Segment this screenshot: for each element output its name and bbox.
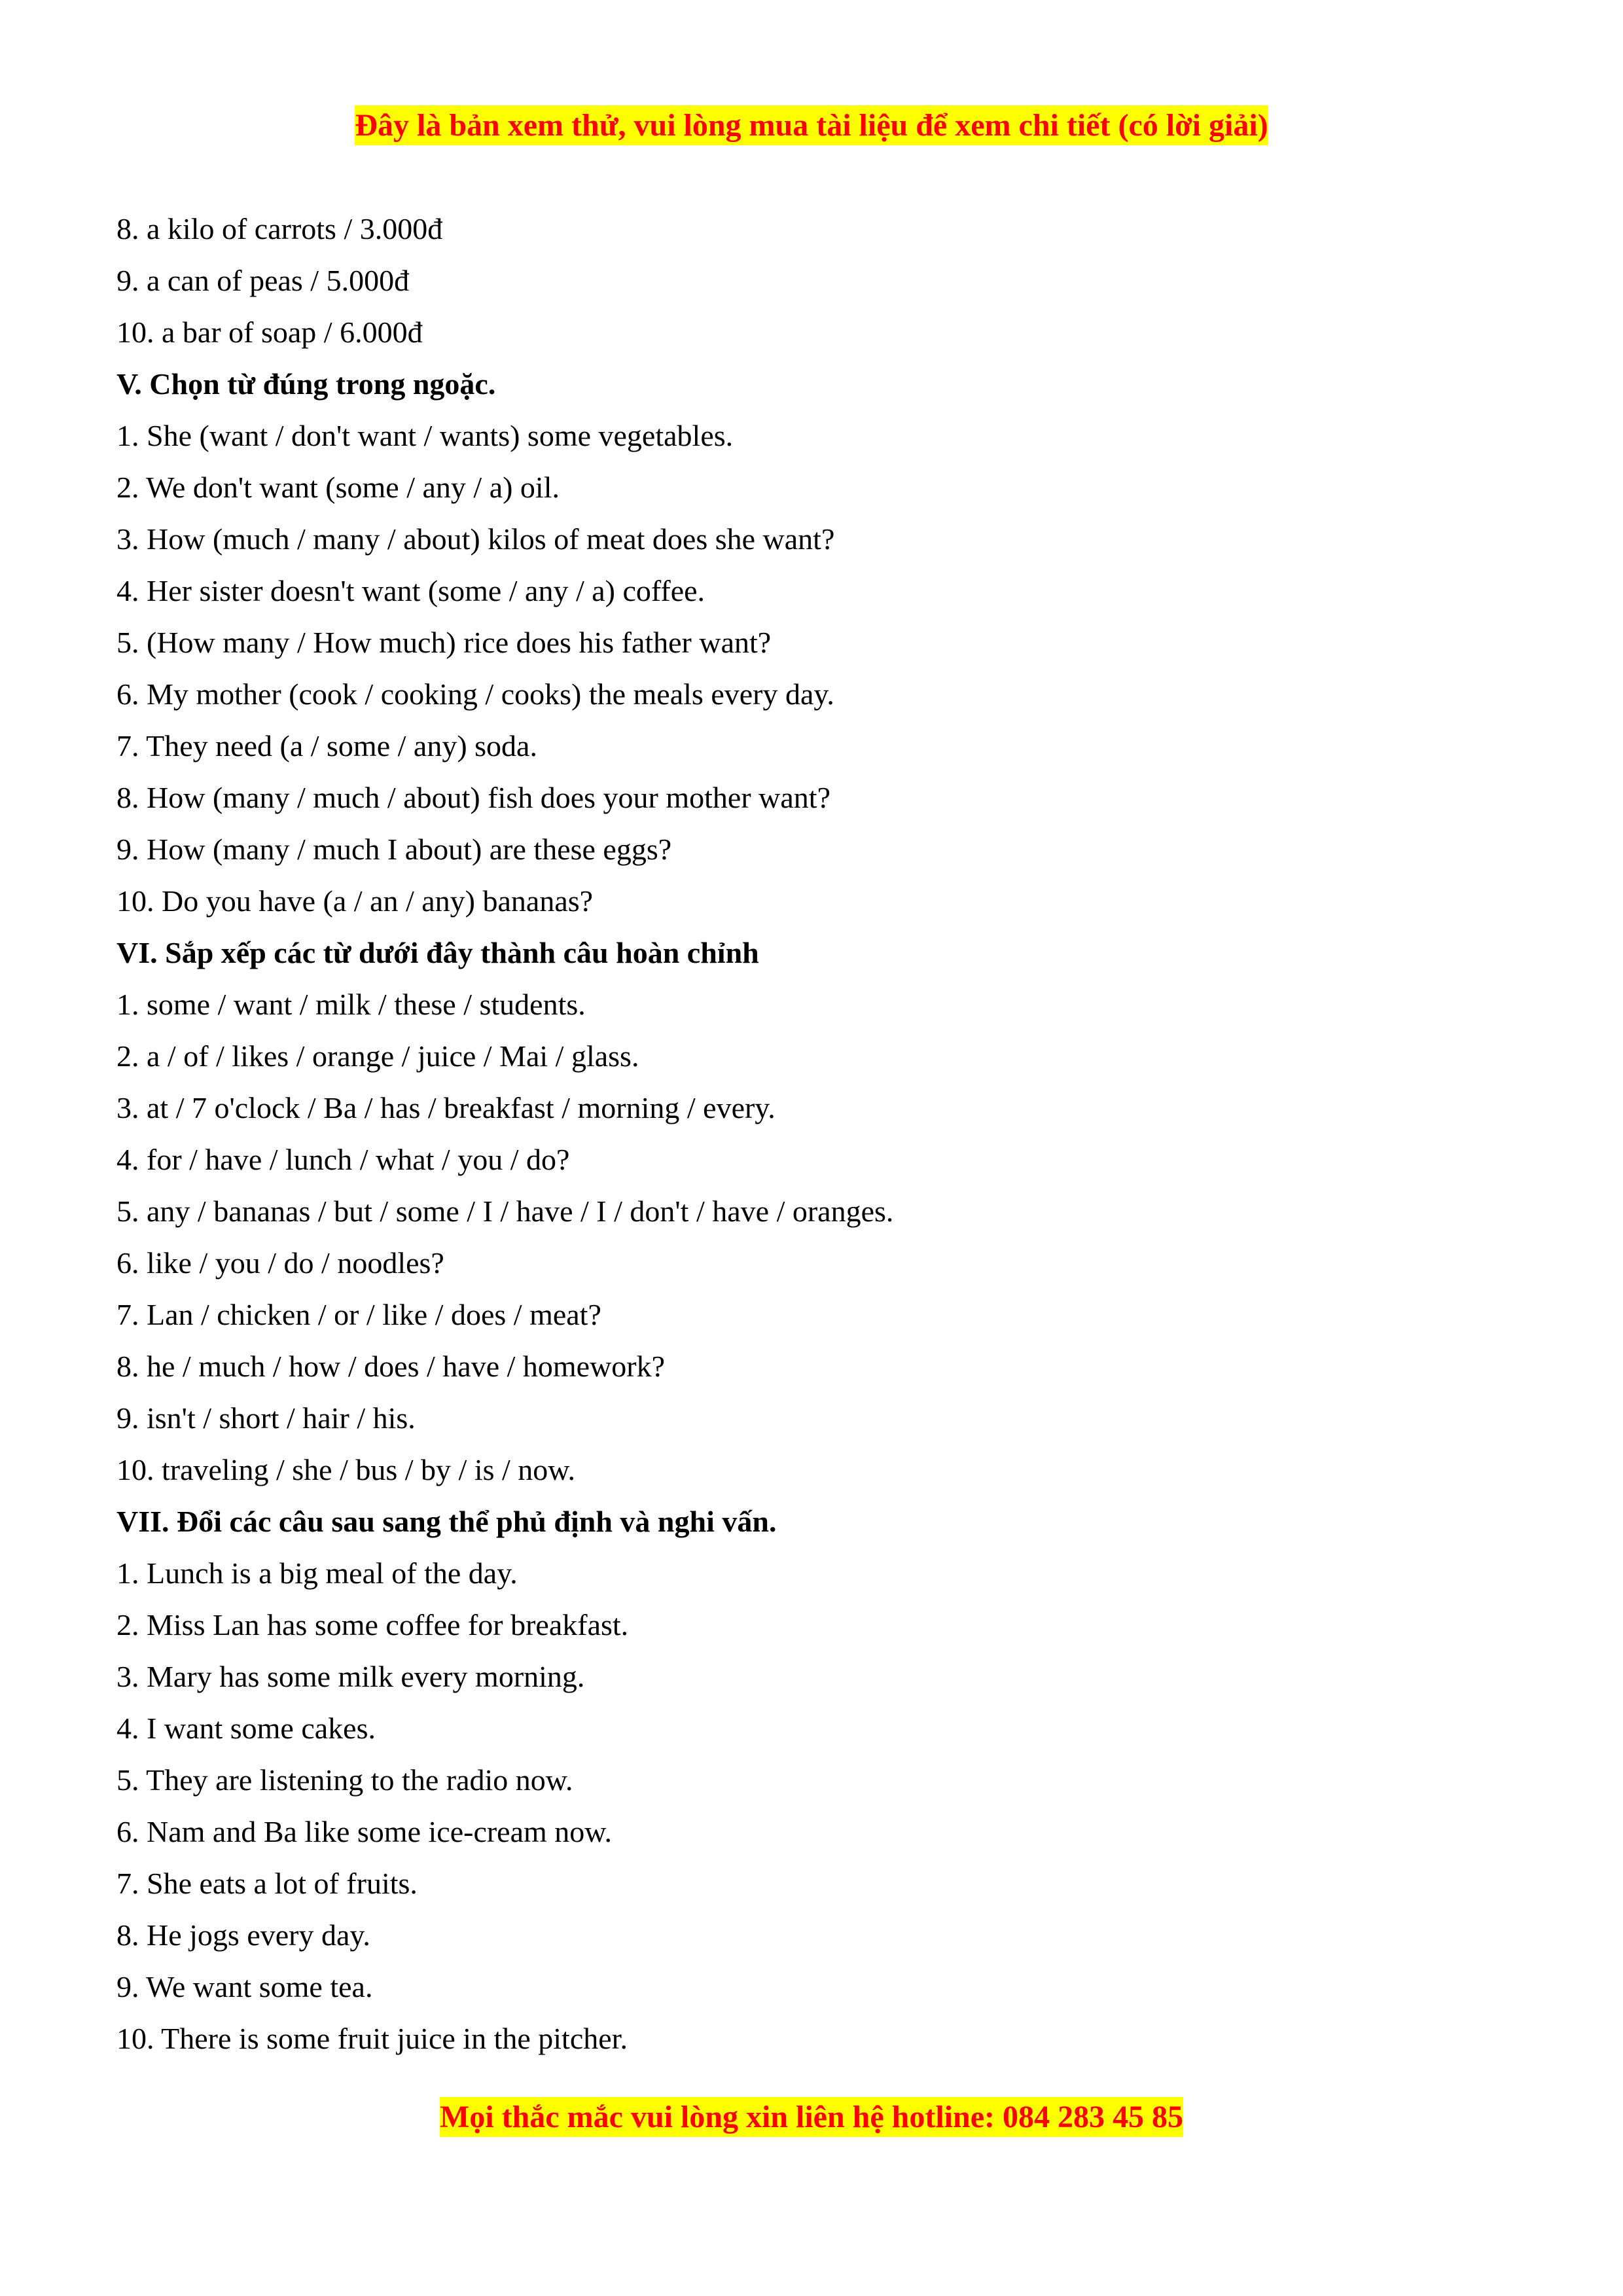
list-item: 5. (How many / How much) rice does his father want? (116, 626, 772, 659)
list-item: 7. She eats a lot of fruits. (116, 1867, 418, 1900)
list-item: 3. How (much / many / about) kilos of meat does she want? (116, 522, 835, 556)
section-4-tail (116, 203, 1524, 358)
list-item: 5. any / bananas / but / some / I / have / I / don't / have / oranges. (116, 1194, 894, 1228)
list-item: 6. like / you / do / noodles? (116, 1246, 444, 1280)
section-heading: V. Chọn từ đúng trong ngoặc. (116, 367, 496, 401)
section-heading: VII. Đổi các câu sau sang thể phủ định và nghi vấn. (116, 1505, 777, 1538)
list-item: 8. he / much / how / does / have / homework? (116, 1350, 666, 1383)
list-item: 7. Lan / chicken / or / like / does / meat? (116, 1298, 601, 1331)
list-item: 9. a can of peas / 5.000đ (116, 264, 410, 297)
list-item: 10. Do you have (a / an / any) bananas? (116, 884, 594, 918)
list-item: 9. We want some tea. (116, 1970, 373, 2003)
document-body (116, 203, 1524, 2064)
list-item: 2. a / of / likes / orange / juice / Mai / glass. (116, 1039, 639, 1073)
list-item: 6. Nam and Ba like some ice-cream now. (116, 1815, 613, 1848)
section-5 (116, 358, 1524, 927)
list-item: 8. He jogs every day. (116, 1918, 370, 1952)
list-item: 1. some / want / milk / these / students. (116, 988, 586, 1021)
list-item: 6. My mother (cook / cooking / cooks) the meals every day. (116, 677, 834, 711)
list-item: 10. traveling / she / bus / by / is / now. (116, 1453, 576, 1486)
preview-notice-text: Đây là bản xem thử, vui lòng mua tài liệu để xem chi tiết (có lời giải) (355, 105, 1268, 145)
list-item: 8. a kilo of carrots / 3.000đ (116, 212, 443, 245)
list-item: 4. for / have / lunch / what / you / do? (116, 1143, 570, 1176)
list-item: 5. They are listening to the radio now. (116, 1763, 573, 1797)
preview-notice-banner (0, 110, 1623, 141)
list-item: 8. How (many / much / about) fish does your mother want? (116, 781, 830, 814)
list-item: 10. There is some fruit juice in the pitcher. (116, 2022, 628, 2055)
hotline-text: Mọi thắc mắc vui lòng xin liên hệ hotline: 084 283 45 85 (440, 2097, 1183, 2137)
section-heading: VI. Sắp xếp các từ dưới đây thành câu hoàn chỉnh (116, 936, 759, 969)
hotline-banner (0, 2102, 1623, 2133)
section-6 (116, 927, 1524, 1496)
list-item: 2. Miss Lan has some coffee for breakfast. (116, 1608, 629, 1641)
list-item: 4. I want some cakes. (116, 1712, 376, 1745)
list-item: 7. They need (a / some / any) soda. (116, 729, 537, 762)
section-7 (116, 1496, 1524, 2064)
list-item: 4. Her sister doesn't want (some / any / a) coffee. (116, 574, 705, 607)
list-item: 1. Lunch is a big meal of the day. (116, 1556, 518, 1590)
list-item: 2. We don't want (some / any / a) oil. (116, 471, 560, 504)
list-item: 3. Mary has some milk every morning. (116, 1660, 585, 1693)
list-item: 10. a bar of soap / 6.000đ (116, 315, 423, 349)
list-item: 3. at / 7 o'clock / Ba / has / breakfast / morning / every. (116, 1091, 776, 1124)
list-item: 9. How (many / much I about) are these eggs? (116, 833, 672, 866)
list-item: 9. isn't / short / hair / his. (116, 1401, 416, 1435)
list-item: 1. She (want / don't want / wants) some vegetables. (116, 419, 734, 452)
